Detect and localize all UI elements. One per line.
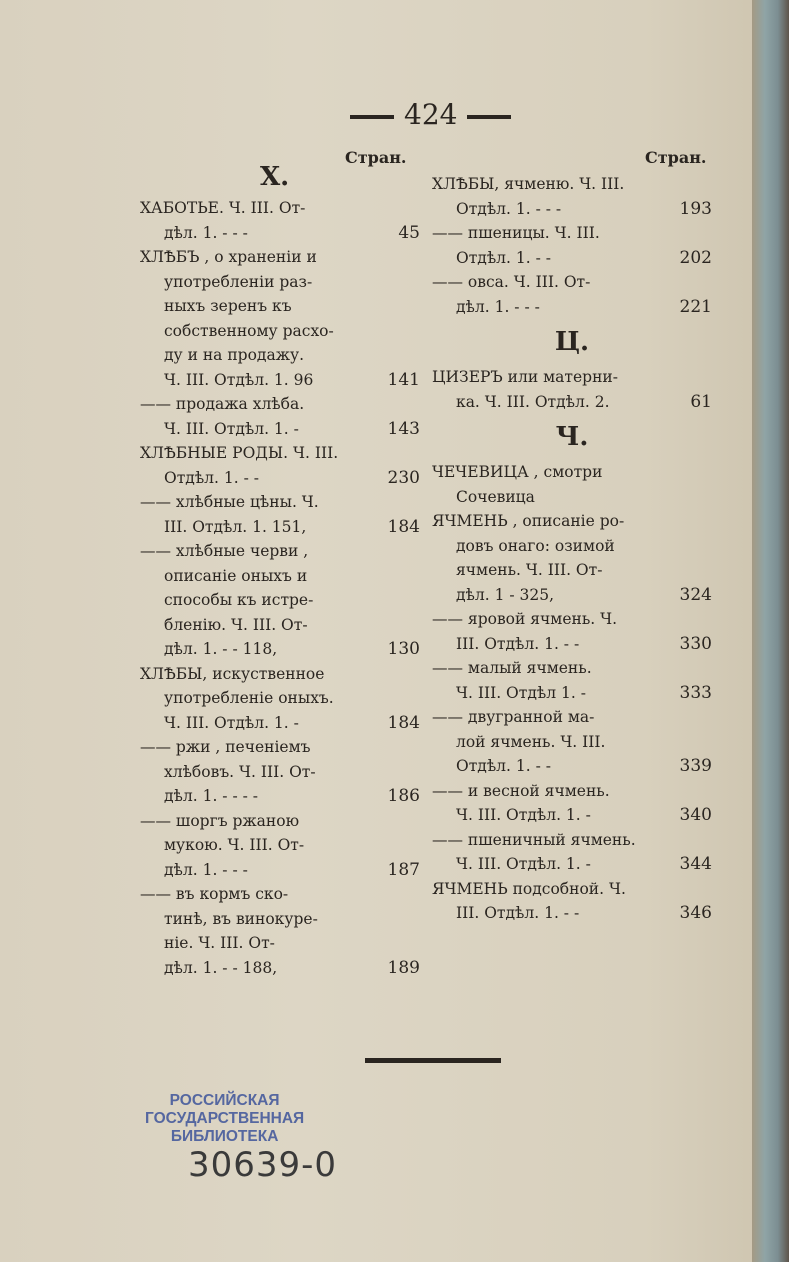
entry-page-number: 324 bbox=[679, 584, 712, 605]
entries-khleby bbox=[432, 172, 712, 319]
entry-line: —— пшеницы. Ч. III. bbox=[432, 224, 600, 242]
entry-page-number: 61 bbox=[690, 391, 712, 412]
entry-line: дѣл. 1 - 325, 324 bbox=[432, 583, 712, 608]
index-column-right bbox=[432, 172, 712, 926]
index-entry bbox=[432, 221, 712, 270]
entry-line: —— яровой ячмень. Ч. bbox=[432, 610, 618, 628]
entry-line: ка. Ч. III. Отдѣл. 2. 61 bbox=[432, 390, 712, 415]
entry-line: дѣл. 1. - - - - 186 bbox=[140, 784, 420, 809]
entry-line: собственному расхо- bbox=[164, 321, 334, 340]
index-entry bbox=[140, 882, 420, 980]
index-entry bbox=[140, 196, 420, 245]
column-header-left: Стран. bbox=[345, 148, 407, 167]
entry-line: Ч. III. Отдѣл. 1. - 340 bbox=[432, 803, 712, 828]
entry-line: дѣл. 1. - - - 187 bbox=[140, 858, 420, 883]
entry-line: описаніе оныхъ и bbox=[164, 566, 308, 585]
library-stamp bbox=[145, 1092, 304, 1146]
entry-line: хлѣбовъ. Ч. III. От- bbox=[164, 762, 316, 781]
entry-line: тинѣ, въ винокуре- bbox=[164, 909, 318, 928]
entry-line: Отдѣл. 1. - - 339 bbox=[432, 754, 712, 779]
entry-line: дѣл. 1. - - 188, 189 bbox=[140, 956, 420, 981]
entry-line: ніе. Ч. III. От- bbox=[164, 934, 275, 952]
entry-page-number: 193 bbox=[679, 198, 712, 219]
index-entry bbox=[432, 270, 712, 319]
entry-page-number: 339 bbox=[679, 756, 712, 776]
entry-page-number: 141 bbox=[387, 369, 420, 390]
stamp-line: ГОСУДАРСТВЕННАЯ bbox=[145, 1110, 305, 1127]
entry-line: лой ячмень. Ч. III. bbox=[456, 732, 606, 751]
entry-line: ХЛѢБНЫЕ РОДЫ. Ч. III. bbox=[140, 444, 339, 462]
folio-dash-right bbox=[467, 115, 511, 119]
index-entry bbox=[140, 809, 420, 883]
index-entry bbox=[140, 490, 420, 539]
entry-page-number: 346 bbox=[679, 903, 712, 923]
entry-line: ду и на продажу. bbox=[164, 346, 305, 364]
entry-page-number: 186 bbox=[387, 786, 420, 806]
entry-line: III. Отдѣл. 1. - - 346 bbox=[432, 901, 712, 926]
index-entry bbox=[140, 662, 420, 736]
entry-page-number: 344 bbox=[679, 854, 712, 874]
entry-page-number: 333 bbox=[679, 682, 712, 703]
index-entry bbox=[432, 656, 712, 705]
entry-line: Отдѣл. 1. - - - 193 bbox=[432, 197, 712, 222]
entry-line: —— шоргъ ржаною bbox=[140, 811, 300, 830]
entry-line: —— пшеничный ячмень. bbox=[432, 830, 636, 849]
entry-line: бленію. Ч. III. От- bbox=[164, 615, 308, 634]
index-entry bbox=[140, 245, 420, 392]
entry-line: —— овса. Ч. III. От- bbox=[432, 273, 591, 291]
index-entry bbox=[140, 441, 420, 490]
entry-line: ячмень. Ч. III. От- bbox=[456, 561, 603, 579]
index-entry bbox=[432, 828, 712, 877]
entry-line: Отдѣл. 1. - - 230 bbox=[140, 466, 420, 491]
entry-line: III. Отдѣл. 1. - - 330 bbox=[432, 632, 712, 657]
entry-line: дѣл. 1. - - 118, 130 bbox=[140, 637, 420, 662]
index-entry bbox=[432, 779, 712, 828]
entry-page-number: 189 bbox=[387, 957, 420, 978]
entry-line: —— хлѣбные черви , bbox=[140, 542, 309, 560]
book-gutter bbox=[752, 0, 789, 1262]
folio-number: 424 bbox=[404, 98, 458, 131]
index-entry bbox=[432, 460, 712, 509]
entry-line: ХАБОТЬЕ. Ч. III. От- bbox=[140, 199, 306, 217]
index-entry bbox=[432, 365, 712, 414]
page-folio bbox=[340, 98, 521, 131]
section-letter-x: Х. bbox=[260, 162, 290, 192]
entry-line: дѣл. 1. - - - 45 bbox=[140, 221, 420, 246]
entry-page-number: 143 bbox=[387, 418, 420, 439]
entry-line: Ч. III. Отдѣл 1. - 333 bbox=[432, 681, 712, 706]
index-entry bbox=[432, 172, 712, 221]
entry-line: ХЛѢБЫ, ячменю. Ч. III. bbox=[432, 175, 625, 193]
entry-page-number: 45 bbox=[398, 222, 420, 243]
index-entry bbox=[432, 877, 712, 926]
entry-line: Ч. III. Отдѣл. 1. - 184 bbox=[140, 711, 420, 736]
index-entry bbox=[140, 539, 420, 662]
entries-ts bbox=[432, 365, 712, 414]
entry-line: Сочевица bbox=[456, 487, 535, 506]
entry-line: —— двугранной ма- bbox=[432, 708, 595, 726]
end-rule bbox=[365, 1058, 501, 1063]
entry-line: Отдѣл. 1. - - 202 bbox=[432, 246, 712, 271]
stamp-line: БИБЛИОТЕКА bbox=[170, 1128, 279, 1145]
entry-line: ЧЕЧЕВИЦА , смотри bbox=[432, 463, 603, 481]
entry-page-number: 202 bbox=[679, 247, 712, 268]
entry-page-number: 130 bbox=[387, 639, 420, 659]
entry-page-number: 187 bbox=[387, 859, 420, 880]
entry-line: —— въ кормъ ско- bbox=[140, 885, 289, 903]
entry-line: ХЛѢБЪ , о храненіи и bbox=[140, 248, 317, 266]
stamp-line: РОССИЙСКАЯ bbox=[169, 1092, 280, 1109]
entry-line: Ч. III. Отдѣл. 1. - 143 bbox=[140, 417, 420, 442]
section-letter-ch: Ч. bbox=[555, 422, 589, 452]
entry-line: довъ онаго: озимой bbox=[456, 536, 615, 555]
index-entry bbox=[432, 607, 712, 656]
entry-line: ЯЧМЕНЬ , описаніе ро- bbox=[432, 512, 625, 530]
entry-line: —— и весной ячмень. bbox=[432, 781, 610, 800]
entry-page-number: 230 bbox=[387, 467, 420, 488]
section-letter-ts: Ц. bbox=[554, 327, 590, 357]
entry-line: —— хлѣбные цѣны. Ч. bbox=[140, 493, 319, 511]
entry-page-number: 340 bbox=[679, 805, 712, 825]
entry-line: —— ржи , печеніемъ bbox=[140, 738, 311, 756]
handwritten-call-number: 30639-0 bbox=[188, 1145, 338, 1185]
entry-line: дѣл. 1. - - - 221 bbox=[432, 295, 712, 320]
entry-line: —— малый ячмень. bbox=[432, 659, 592, 677]
entry-page-number: 221 bbox=[679, 296, 712, 317]
folio-dash-left bbox=[350, 115, 394, 119]
entry-line: Ч. III. Отдѣл. 1. - 344 bbox=[432, 852, 712, 877]
entry-line: употребленіе оныхъ. bbox=[164, 689, 334, 707]
entry-page-number: 330 bbox=[679, 633, 712, 654]
entry-line: ЦИЗЕРЪ или матерни- bbox=[432, 368, 618, 386]
entry-line: III. Отдѣл. 1. 151, 184 bbox=[140, 515, 420, 540]
index-entry bbox=[140, 392, 420, 441]
entry-line: мукою. Ч. III. От- bbox=[164, 836, 305, 854]
entries-ch bbox=[432, 460, 712, 926]
index-entry bbox=[432, 705, 712, 779]
entry-line: ХЛѢБЫ, искуственное bbox=[140, 664, 325, 683]
column-header-right: Стран. bbox=[645, 148, 707, 167]
index-entry bbox=[140, 735, 420, 809]
index-entry bbox=[432, 509, 712, 607]
entry-page-number: 184 bbox=[387, 516, 420, 537]
index-column-left bbox=[140, 196, 420, 980]
entry-line: ЯЧМЕНЬ подсобной. Ч. bbox=[432, 879, 626, 898]
entry-line: употребленіи раз- bbox=[164, 272, 313, 291]
entry-line: способы къ истре- bbox=[164, 591, 314, 609]
entry-page-number: 184 bbox=[387, 712, 420, 733]
entry-line: Ч. III. Отдѣл. 1. 96 141 bbox=[140, 368, 420, 393]
entry-line: —— продажа хлѣба. bbox=[140, 395, 305, 413]
entry-line: ныхъ зеренъ къ bbox=[164, 297, 292, 315]
